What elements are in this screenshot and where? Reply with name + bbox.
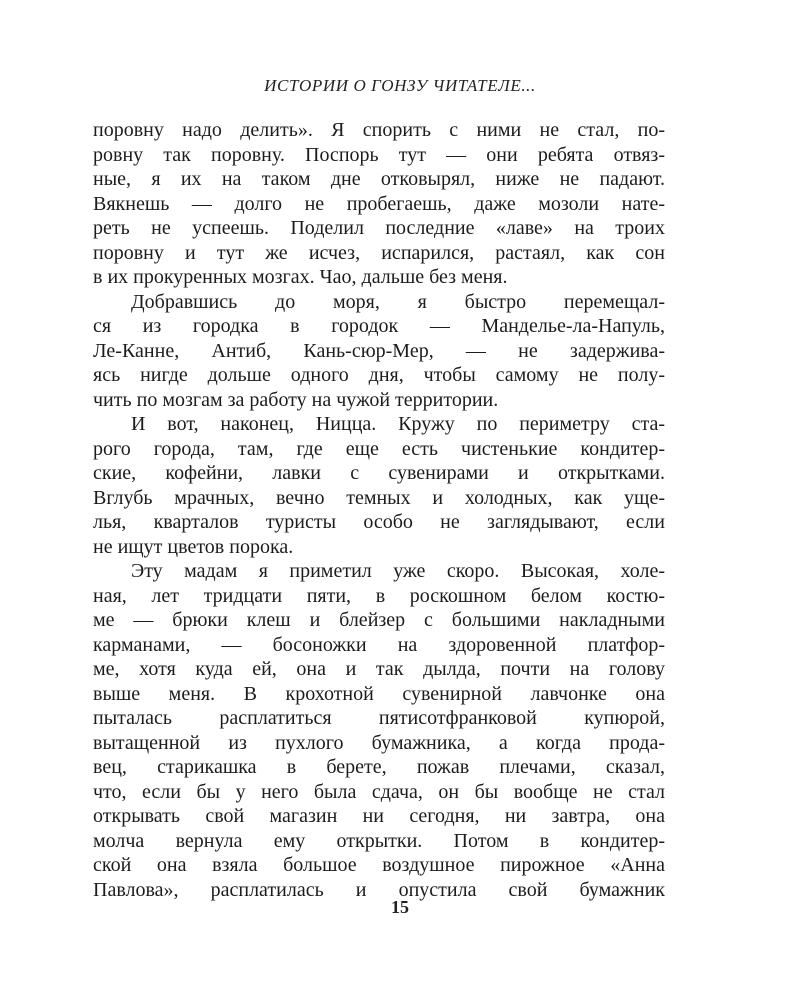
text-line: Павлова», расплатилась и опустила свой бумажник [93, 878, 665, 901]
text-line: реть не успеешь. Поделил последние «лаве» на троих [93, 217, 665, 239]
text-line: Ле-Канне, Антиб, Кань-сюр-Мер, — не задержива- [93, 339, 665, 362]
text-line: вец, старикашка в берете, пожав плечами, сказал, [93, 756, 665, 778]
text-line: выше меня. В крохотной сувенирной лавчонке она [93, 682, 665, 705]
text-line: пыталась расплатиться пятисотфранковой купюрой, [93, 707, 665, 729]
text-line: ровну так поровну. Поспорь тут — они ребята отвяз- [93, 143, 665, 166]
text-line: что, если бы у него была сдача, он бы вообще не стал [93, 780, 665, 803]
text-line: карманами, — босоножки на здоровенной платфор- [93, 633, 665, 656]
text-line: молча вернула ему открытки. Потом в кондитер- [93, 829, 665, 852]
text-line: ме — брюки клеш и блейзер с большими накладными [93, 609, 665, 631]
text-line: И вот, наконец, Ницца. Кружу по периметру ста- [131, 413, 665, 435]
body-text [93, 118, 665, 902]
text-line: ясь нигде дольше одного дня, чтобы самому не полу- [93, 364, 665, 386]
page-number: 15 [391, 897, 409, 917]
text-line: ная, лет тридцати пяти, в роскошном белом костю- [93, 584, 665, 607]
text-line: ской она взяла большое воздушное пирожное «Анна [93, 854, 665, 876]
text-line: лья, кварталов туристы особо не заглядывают, если [93, 511, 665, 533]
text-line: Вглубь мрачных, вечно темных и холодных, как уще- [93, 486, 665, 509]
text-line: открывать свой магазин ни сегодня, ни завтра, она [93, 805, 665, 827]
text-line: вытащенной из пухлого бумажника, а когда прода- [93, 731, 665, 754]
text-line: поровну и тут же исчез, испарился, растаял, как сон [93, 241, 665, 264]
running-head: ИСТОРИИ О ГОНЗУ ЧИТАТЕЛЕ... [264, 76, 536, 95]
text-line: в их прокуренных мозгах. Чао, дальше без меня. [93, 266, 508, 288]
text-line: Эту мадам я приметил уже скоро. Высокая, холе- [131, 560, 665, 582]
text-line: ские, кофейни, лавки с сувенирами и открытками. [93, 462, 665, 484]
text-line: ме, хотя куда ей, она и так дылда, почти на голову [93, 658, 665, 680]
text-line: чить по мозгам за работу на чужой территории. [93, 388, 499, 411]
text-line: рого города, там, где еще есть чистенькие кондитер- [93, 437, 665, 460]
text-line: Вякнешь — долго не пробегаешь, даже мозоли нате- [93, 192, 665, 215]
text-line: не ищут цветов порока. [93, 535, 294, 558]
text-line: ные, я их на таком дне отковырял, ниже не падают. [93, 168, 665, 190]
text-line: ся из городка в городок — Манделье-ла-Напуль, [93, 315, 665, 337]
text-line: поровну надо делить». Я спорить с ними не стал, по- [93, 119, 665, 141]
text-line: Добравшись до моря, я быстро перемещал- [131, 290, 665, 313]
